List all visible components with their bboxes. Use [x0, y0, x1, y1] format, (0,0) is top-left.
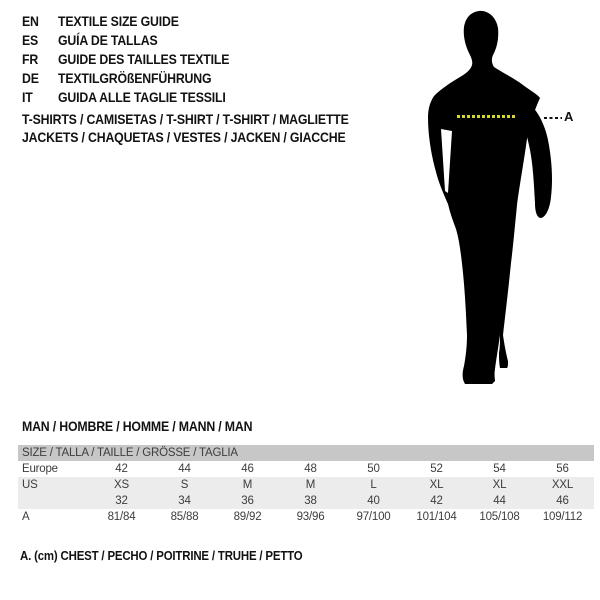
table-cell: 89/92 — [233, 511, 262, 523]
table-row-europe — [18, 461, 594, 477]
language-code: DE — [22, 70, 39, 86]
table-cell: XL — [468, 477, 531, 493]
language-row — [22, 12, 322, 31]
language-code: IT — [22, 89, 33, 105]
chest-measurement-line — [457, 115, 517, 118]
table-cell: 109/112 — [542, 511, 583, 523]
language-title: TEXTILGRÖßENFÜHRUNG — [58, 70, 212, 86]
category-tshirts-label: T-SHIRTS / CAMISETAS / T-SHIRT / T-SHIRT / MAGLIETTE — [22, 111, 349, 127]
man-silhouette-figure — [415, 5, 574, 397]
table-cell: 38 — [279, 493, 342, 509]
table-cell: 36 — [216, 493, 279, 509]
row-label: US — [18, 477, 90, 493]
size-table-header-row — [18, 445, 594, 461]
table-cell: 54 — [493, 463, 506, 475]
table-row-us-numeric — [18, 493, 594, 509]
table-row-us — [18, 477, 594, 493]
measure-label-a: A — [564, 109, 574, 124]
table-cell: 50 — [367, 463, 380, 475]
table-cell: M — [216, 477, 279, 493]
table-cell: 32 — [90, 493, 153, 509]
language-code: FR — [22, 51, 39, 67]
table-cell: 34 — [153, 493, 216, 509]
table-cell: XXL — [531, 477, 594, 493]
table-cell: M — [279, 477, 342, 493]
category-jackets-label: JACKETS / CHAQUETAS / VESTES / JACKEN / GIACCHE — [22, 129, 346, 145]
section-title-man — [22, 418, 284, 434]
table-cell: 81/84 — [107, 511, 136, 523]
table-cell: 85/88 — [170, 511, 199, 523]
table-cell: 44 — [178, 463, 191, 475]
language-row — [22, 88, 322, 107]
footnote-chest — [20, 548, 341, 563]
section-title-label: MAN / HOMBRE / HOMME / MANN / MAN — [22, 418, 253, 434]
size-table-header: SIZE / TALLA / TAILLE / GRÖSSE / TAGLIA — [18, 445, 594, 461]
language-title: GUÍA DE TALLAS — [58, 32, 158, 48]
table-cell: XL — [405, 477, 468, 493]
category-jackets — [22, 128, 390, 146]
language-row — [22, 50, 322, 69]
table-cell: 105/108 — [479, 511, 520, 523]
table-cell: S — [153, 477, 216, 493]
language-title: GUIDA ALLE TAGLIE TESSILI — [58, 89, 226, 105]
table-cell: 97/100 — [356, 511, 391, 523]
table-cell: 52 — [430, 463, 443, 475]
language-title: GUIDE DES TAILLES TEXTILE — [58, 51, 230, 67]
row-label — [18, 493, 90, 509]
language-row — [22, 31, 322, 50]
body-path — [428, 11, 540, 384]
size-table — [18, 445, 594, 525]
footnote-label: A. (cm) CHEST / PECHO / POITRINE / TRUHE / PETTO — [20, 548, 303, 563]
table-cell: L — [342, 477, 405, 493]
table-cell: 101/104 — [416, 511, 457, 523]
table-cell: XS — [90, 477, 153, 493]
category-tshirts — [22, 110, 393, 128]
table-cell: 93/96 — [296, 511, 325, 523]
table-cell: 42 — [405, 493, 468, 509]
measure-leader-line — [544, 117, 562, 119]
language-code: ES — [22, 32, 39, 48]
row-label: A — [22, 511, 30, 523]
language-list — [22, 12, 322, 107]
language-title: TEXTILE SIZE GUIDE — [58, 13, 179, 29]
man-silhouette-graphic — [415, 5, 567, 397]
language-code: EN — [22, 13, 39, 29]
row-label: Europe — [22, 463, 58, 475]
table-cell: 42 — [115, 463, 128, 475]
table-cell: 46 — [531, 493, 594, 509]
table-cell: 44 — [468, 493, 531, 509]
table-cell: 48 — [304, 463, 317, 475]
table-cell: 46 — [241, 463, 254, 475]
language-row — [22, 69, 322, 88]
table-cell: 40 — [342, 493, 405, 509]
table-row-chest-a — [18, 509, 594, 525]
table-cell: 56 — [556, 463, 569, 475]
